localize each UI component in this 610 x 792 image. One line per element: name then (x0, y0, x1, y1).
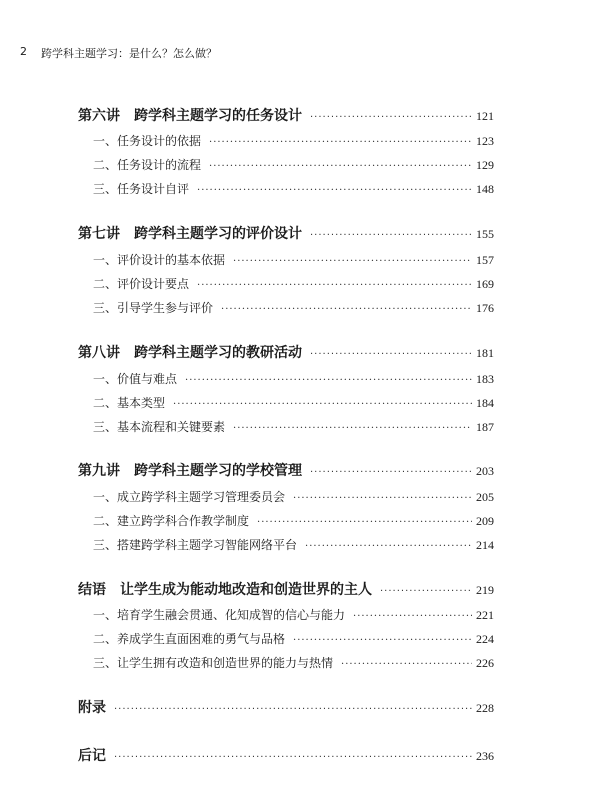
page-number: 228 (476, 701, 494, 715)
toc-section[interactable] (93, 156, 494, 173)
dot-leader (114, 704, 472, 715)
dot-leader (305, 541, 472, 552)
chapter-title: 让学生成为能动地改造和创造世界的主人 (120, 582, 372, 598)
section-title: 二、基本类型 (93, 396, 166, 410)
chapter-number: 第九讲 (78, 463, 120, 479)
page-number: 121 (476, 109, 494, 123)
dot-leader (114, 752, 472, 763)
page-number: 209 (476, 514, 494, 528)
header-page-number: 2 (20, 45, 27, 58)
dot-leader (173, 399, 472, 410)
dot-leader (293, 493, 472, 504)
dot-leader (257, 517, 472, 528)
dot-leader (341, 659, 472, 670)
toc-chapter-7[interactable] (78, 223, 494, 243)
dot-leader (353, 611, 472, 622)
page-number: 226 (476, 656, 494, 670)
page-number: 148 (476, 182, 494, 196)
section-title: 三、引导学生参与评价 (93, 301, 214, 315)
section-title: 三、搭建跨学科主题学习智能网络平台 (93, 538, 298, 552)
page-number: 155 (476, 227, 494, 241)
toc-appendix[interactable] (78, 697, 494, 717)
header-book-title: 跨学科主题学习：是什么？怎么做？ (41, 47, 217, 60)
toc-section[interactable] (93, 251, 494, 268)
page-number: 205 (476, 490, 494, 504)
page-number: 236 (476, 749, 494, 763)
page-number: 176 (476, 301, 494, 315)
chapter-title: 跨学科主题学习的学校管理 (134, 463, 302, 479)
dot-leader (209, 137, 472, 148)
page-number: 203 (476, 464, 494, 478)
page-number: 181 (476, 346, 494, 360)
toc-section[interactable] (93, 394, 494, 411)
postscript-label: 后记 (78, 748, 106, 764)
page-number: 187 (476, 420, 494, 434)
page-number: 183 (476, 372, 494, 386)
chapter-title: 跨学科主题学习的教研活动 (134, 345, 302, 361)
page-number: 129 (476, 158, 494, 172)
appendix-label: 附录 (78, 700, 106, 716)
toc-section[interactable] (93, 606, 494, 623)
chapter-number: 第六讲 (78, 108, 120, 124)
chapter-title: 跨学科主题学习的评价设计 (134, 226, 302, 242)
section-title: 二、建立跨学科合作教学制度 (93, 514, 250, 528)
dot-leader (197, 185, 472, 196)
section-title: 三、让学生拥有改造和创造世界的能力与热情 (93, 656, 334, 670)
dot-leader (310, 349, 472, 360)
page-number: 157 (476, 253, 494, 267)
dot-leader (233, 423, 472, 434)
section-title: 二、养成学生直面困难的勇气与品格 (93, 632, 286, 646)
section-title: 一、评价设计的基本依据 (93, 253, 226, 267)
page-number: 123 (476, 134, 494, 148)
toc-section[interactable] (93, 654, 494, 671)
toc-section[interactable] (93, 180, 494, 197)
page-number: 169 (476, 277, 494, 291)
toc-section[interactable] (93, 132, 494, 149)
dot-leader (380, 586, 472, 597)
dot-leader (310, 467, 472, 478)
toc-section[interactable] (93, 370, 494, 387)
section-title: 一、培育学生融会贯通、化知成智的信心与能力 (93, 608, 346, 622)
toc-section[interactable] (93, 275, 494, 292)
section-title: 二、评价设计要点 (93, 277, 190, 291)
dot-leader (209, 161, 472, 172)
section-title: 三、基本流程和关键要素 (93, 420, 226, 434)
toc-section[interactable] (93, 630, 494, 647)
chapter-title: 跨学科主题学习的任务设计 (134, 108, 302, 124)
toc-section[interactable] (93, 536, 494, 553)
toc-chapter-9[interactable] (78, 460, 494, 480)
dot-leader (293, 635, 472, 646)
section-title: 三、任务设计自评 (93, 182, 190, 196)
section-title: 一、成立跨学科主题学习管理委员会 (93, 490, 286, 504)
page-number: 214 (476, 538, 494, 552)
chapter-number: 第七讲 (78, 226, 120, 242)
toc-conclusion[interactable] (78, 579, 494, 599)
dot-leader (197, 280, 472, 291)
toc-postscript[interactable] (78, 745, 494, 765)
toc-chapter-6[interactable] (78, 105, 494, 125)
chapter-number: 结语 (78, 582, 106, 598)
page-number: 219 (476, 583, 494, 597)
section-title: 一、价值与难点 (93, 372, 178, 386)
toc-section[interactable] (93, 488, 494, 505)
page-number: 221 (476, 608, 494, 622)
page-number: 224 (476, 632, 494, 646)
toc-chapter-8[interactable] (78, 342, 494, 362)
running-header (20, 45, 217, 61)
toc-section[interactable] (93, 299, 494, 316)
section-title: 一、任务设计的依据 (93, 134, 202, 148)
dot-leader (310, 230, 472, 241)
dot-leader (310, 112, 472, 123)
toc-section[interactable] (93, 512, 494, 529)
toc-section[interactable] (93, 418, 494, 435)
chapter-number: 第八讲 (78, 345, 120, 361)
page-number: 184 (476, 396, 494, 410)
dot-leader (221, 304, 472, 315)
section-title: 二、任务设计的流程 (93, 158, 202, 172)
dot-leader (185, 375, 472, 386)
dot-leader (233, 256, 472, 267)
